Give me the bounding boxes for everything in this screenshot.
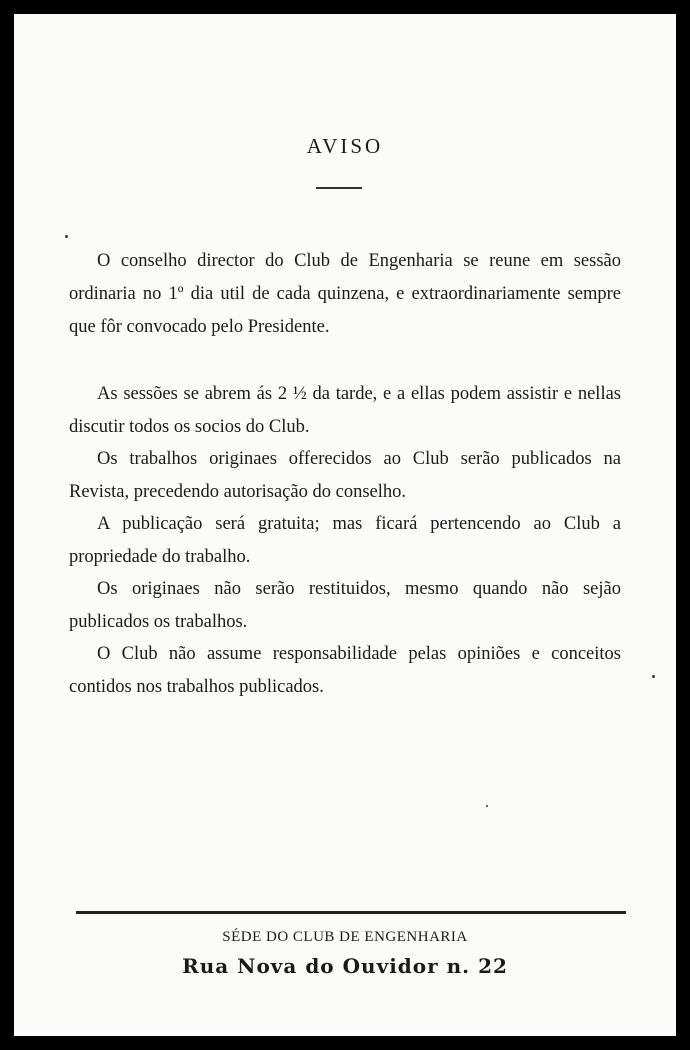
footer-divider [76,911,626,914]
paragraph-publication: A publicação será gratuita; mas ficará pertencendo ao Club a propriedade do trabalho. [69,513,621,567]
paragraph-sessions: As sessões se abrem ás 2 ½ da tarde, e a ellas podem assistir e nellas discutir todos os socios do Club. [69,383,621,437]
print-speck [486,805,488,807]
print-speck [652,675,655,678]
print-speck [65,235,68,238]
document-page [14,14,676,1036]
paragraph-responsibility: O Club não assume responsabilidade pelas opiniões e conceitos contidos nos trabalhos publicados. [69,643,621,697]
title-divider [316,187,362,189]
footer-address: Rua Nova do Ouvidor n. 22 [182,954,508,978]
page-title: AVISO [306,134,384,158]
paragraph-meetings: O conselho director do Club de Engenharia se reune em sessão ordinaria no 1º dia util de cada quinzena, e extraordinariamente sempre que fôr convocado pelo Presidente. [69,250,621,337]
paragraph-works: Os trabalhos originaes offerecidos ao Club serão publicados na Revista, precedendo autorisação do conselho. [69,448,621,502]
paragraph-originals: Os originaes não serão restituidos, mesmo quando não sejão publicados os trabalhos. [69,578,621,632]
footer-seat: SÉDE DO CLUB DE ENGENHARIA [222,929,468,945]
